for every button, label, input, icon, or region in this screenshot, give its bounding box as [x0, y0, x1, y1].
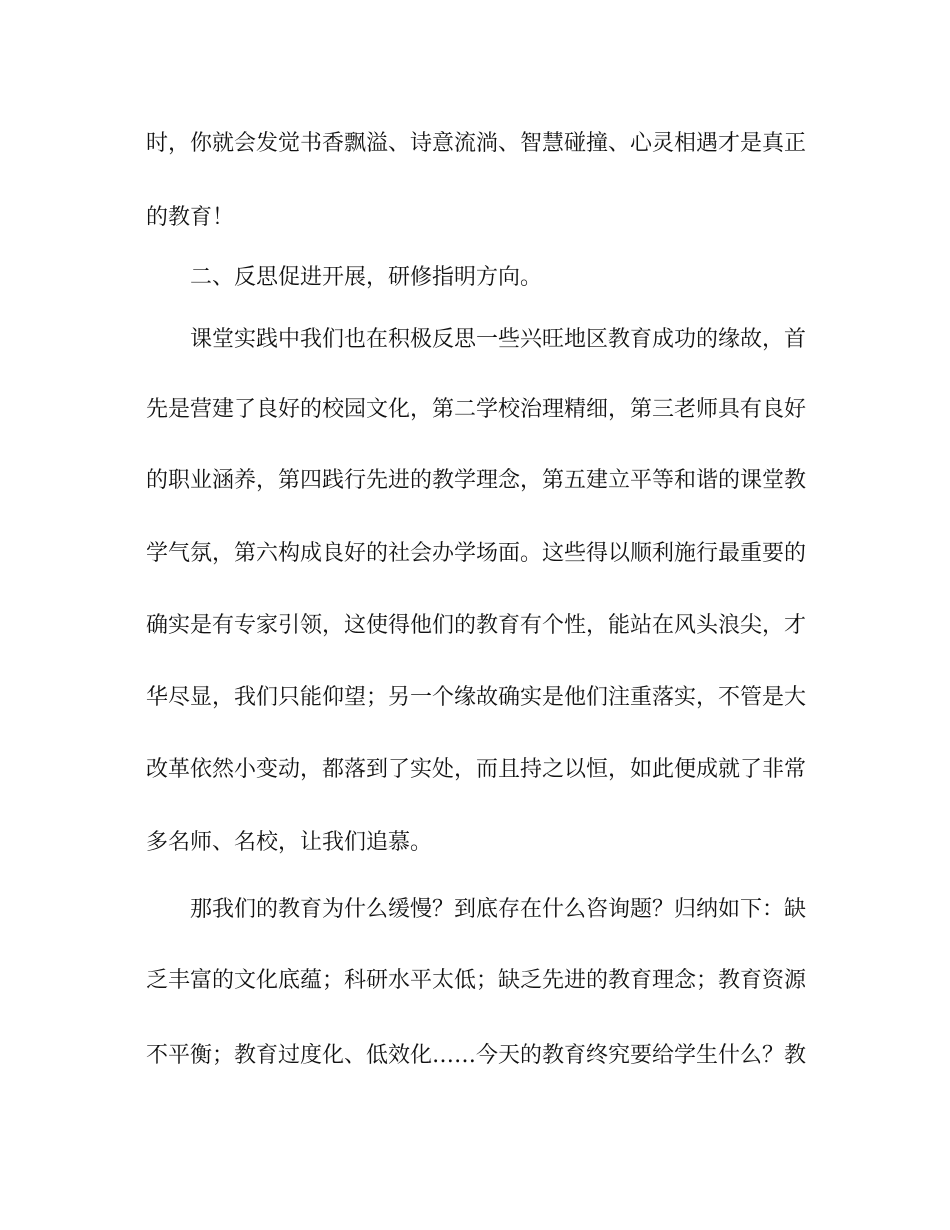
text-line-8: 确实是有专家引领，这使得他们的教育有个性，能站在风头浪尖，才 — [146, 613, 807, 638]
text-line-1: 时，你就会发觉书香飘溢、诗意流淌、智慧碰撞、心灵相遇才是真正 — [146, 131, 807, 156]
text-line-9: 华尽显，我们只能仰望；另一个缘故确实是他们注重落实，不管是大 — [146, 685, 807, 710]
text-line-5: 先是营建了良好的校园文化，第二学校治理精细，第三老师具有良好 — [146, 397, 807, 422]
text-line-11: 多名师、名校，让我们追慕。 — [146, 830, 433, 855]
text-line-10: 改革依然小变动，都落到了实处，而且持之以恒，如此便成就了非常 — [146, 757, 807, 782]
text-line-13: 乏丰富的文化底蕴；科研水平太低；缺乏先进的教育理念；教育资源 — [146, 968, 807, 993]
text-line-14: 不平衡；教育过度化、低效化……今天的教育终究要给学生什么？教 — [146, 1043, 807, 1068]
text-line-2: 的教育！ — [146, 205, 235, 230]
text-line-7: 学气氛，第六构成良好的社会办学场面。这些得以顺利施行最重要的 — [146, 541, 807, 566]
section-heading: 二、反思促进开展，研修指明方向。 — [190, 265, 543, 290]
text-line-4: 课堂实践中我们也在积极反思一些兴旺地区教育成功的缘故，首 — [190, 327, 807, 352]
text-line-6: 的职业涵养，第四践行先进的教学理念，第五建立平等和谐的课堂教 — [146, 468, 807, 493]
text-line-12: 那我们的教育为什么缓慢？到底存在什么咨询题？归纳如下：缺 — [190, 897, 807, 922]
